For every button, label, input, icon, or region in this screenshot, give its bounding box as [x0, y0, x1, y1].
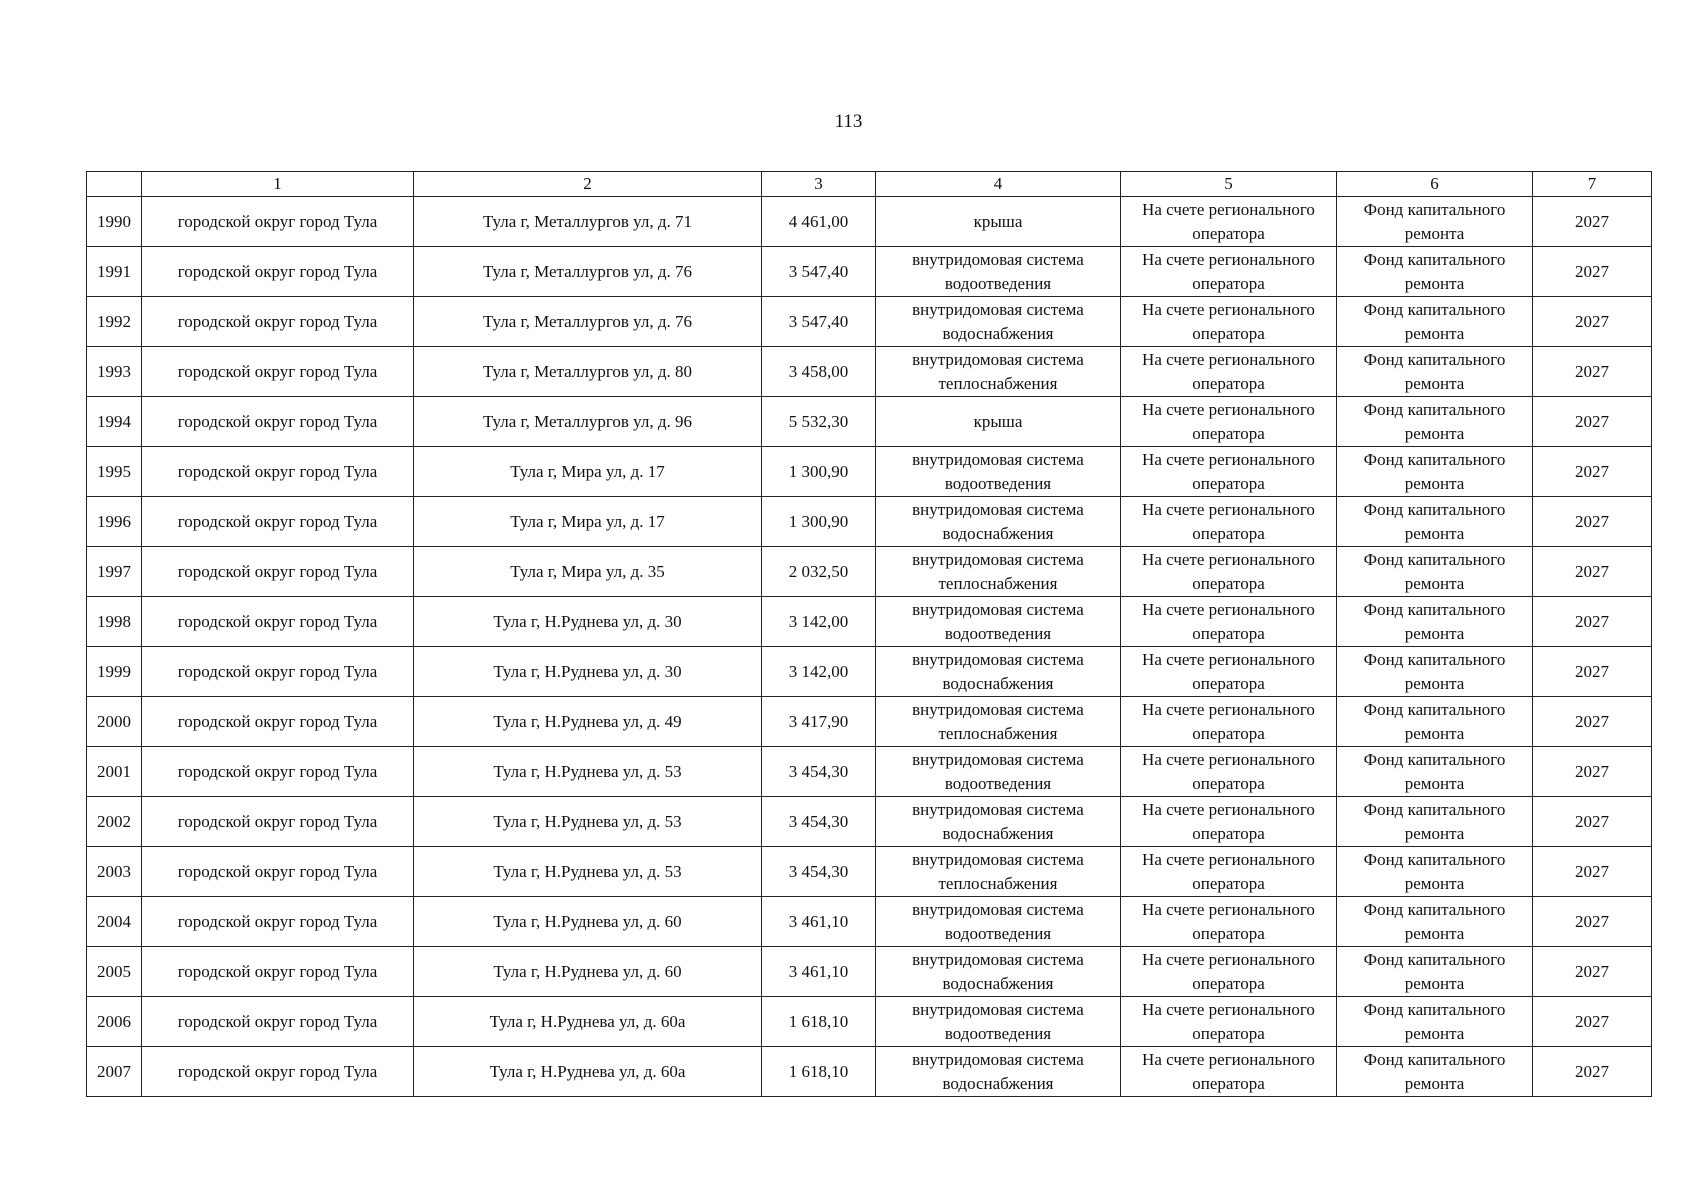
table-row	[87, 697, 1652, 747]
work-type-cell	[876, 1047, 1121, 1097]
funding-source-cell-line: ремонта	[1404, 1023, 1465, 1043]
work-type-cell	[876, 947, 1121, 997]
funding-source-cell-line: ремонта	[1404, 373, 1465, 393]
area-cell: 1 300,90	[762, 497, 876, 547]
work-type-cell	[876, 747, 1121, 797]
table-row	[87, 647, 1652, 697]
account-method-cell	[1121, 647, 1337, 697]
work-type-cell-line: внутридомовая система	[912, 949, 1084, 969]
funding-source-cell	[1337, 247, 1533, 297]
work-type-cell	[876, 997, 1121, 1047]
area-cell: 3 454,30	[762, 747, 876, 797]
funding-source-cell-line: Фонд капитального	[1363, 549, 1506, 569]
row-number-cell: 1995	[87, 447, 142, 497]
funding-source-cell-line: Фонд капитального	[1363, 799, 1506, 819]
funding-source-cell-line: Фонд капитального	[1363, 649, 1506, 669]
funding-source-cell	[1337, 447, 1533, 497]
capital-repair-table	[86, 171, 1652, 1097]
funding-source-cell-line: ремонта	[1404, 1073, 1465, 1093]
address-cell: Тула г, Металлургов ул, д. 96	[414, 397, 762, 447]
table-row	[87, 947, 1652, 997]
year-cell: 2027	[1533, 247, 1652, 297]
address-cell: Тула г, Н.Руднева ул, д. 60а	[414, 1047, 762, 1097]
area-cell: 2 032,50	[762, 547, 876, 597]
area-cell: 3 458,00	[762, 347, 876, 397]
funding-source-cell-line: Фонд капитального	[1363, 1049, 1506, 1069]
funding-source-cell-line: ремонта	[1404, 273, 1465, 293]
work-type-cell	[876, 347, 1121, 397]
address-cell: Тула г, Мира ул, д. 17	[414, 497, 762, 547]
account-method-cell	[1121, 497, 1337, 547]
address-cell: Тула г, Н.Руднева ул, д. 53	[414, 847, 762, 897]
funding-source-cell	[1337, 897, 1533, 947]
funding-source-cell-line: Фонд капитального	[1363, 599, 1506, 619]
year-cell: 2027	[1533, 497, 1652, 547]
work-type-cell	[876, 647, 1121, 697]
work-type-cell-line: внутридомовая система	[912, 249, 1084, 269]
account-method-cell-line: На счете регионального	[1142, 699, 1315, 719]
area-cell: 3 142,00	[762, 647, 876, 697]
municipality-cell: городской округ город Тула	[142, 1047, 414, 1097]
table-row	[87, 497, 1652, 547]
row-number-cell: 2006	[87, 997, 142, 1047]
year-cell: 2027	[1533, 297, 1652, 347]
account-method-cell	[1121, 797, 1337, 847]
account-method-cell	[1121, 1047, 1337, 1097]
municipality-cell: городской округ город Тула	[142, 547, 414, 597]
funding-source-cell-line: ремонта	[1404, 423, 1465, 443]
year-cell: 2027	[1533, 847, 1652, 897]
account-method-cell-line: оператора	[1192, 973, 1265, 993]
area-cell: 1 618,10	[762, 997, 876, 1047]
address-cell: Тула г, Н.Руднева ул, д. 60а	[414, 997, 762, 1047]
row-number-cell: 2003	[87, 847, 142, 897]
work-type-cell-line: внутридомовая система	[912, 849, 1084, 869]
year-cell: 2027	[1533, 797, 1652, 847]
funding-source-cell-line: ремонта	[1404, 223, 1465, 243]
account-method-cell-line: оператора	[1192, 723, 1265, 743]
work-type-cell-line: водоснабжения	[942, 323, 1054, 343]
municipality-cell: городской округ город Тула	[142, 297, 414, 347]
account-method-cell	[1121, 447, 1337, 497]
year-cell: 2027	[1533, 1047, 1652, 1097]
table-row	[87, 897, 1652, 947]
work-type-cell-line: внутридомовая система	[912, 699, 1084, 719]
area-cell: 3 461,10	[762, 897, 876, 947]
municipality-cell: городской округ город Тула	[142, 497, 414, 547]
account-method-cell-line: На счете регионального	[1142, 799, 1315, 819]
account-method-cell-line: На счете регионального	[1142, 899, 1315, 919]
header-cell-4: 4	[876, 172, 1121, 197]
address-cell: Тула г, Металлургов ул, д. 76	[414, 247, 762, 297]
account-method-cell-line: На счете регионального	[1142, 199, 1315, 219]
address-cell: Тула г, Н.Руднева ул, д. 49	[414, 697, 762, 747]
account-method-cell	[1121, 297, 1337, 347]
area-cell: 3 461,10	[762, 947, 876, 997]
account-method-cell-line: оператора	[1192, 473, 1265, 493]
area-cell: 1 618,10	[762, 1047, 876, 1097]
account-method-cell	[1121, 947, 1337, 997]
table-row	[87, 247, 1652, 297]
municipality-cell: городской округ город Тула	[142, 597, 414, 647]
account-method-cell-line: На счете регионального	[1142, 249, 1315, 269]
account-method-cell-line: оператора	[1192, 873, 1265, 893]
account-method-cell-line: оператора	[1192, 273, 1265, 293]
funding-source-cell-line: Фонд капитального	[1363, 899, 1506, 919]
row-number-cell: 2002	[87, 797, 142, 847]
table-row	[87, 597, 1652, 647]
account-method-cell	[1121, 347, 1337, 397]
work-type-cell-line: водоотведения	[944, 923, 1052, 943]
work-type-cell-line: внутридомовая система	[912, 999, 1084, 1019]
work-type-cell-line: внутридомовая система	[912, 599, 1084, 619]
table-row	[87, 1047, 1652, 1097]
header-cell-5: 5	[1121, 172, 1337, 197]
funding-source-cell	[1337, 647, 1533, 697]
funding-source-cell	[1337, 547, 1533, 597]
work-type-cell-line: внутридомовая система	[912, 749, 1084, 769]
header-cell-1: 1	[142, 172, 414, 197]
row-number-cell: 1990	[87, 197, 142, 247]
address-cell: Тула г, Металлургов ул, д. 80	[414, 347, 762, 397]
account-method-cell-line: На счете регионального	[1142, 399, 1315, 419]
work-type-cell-line: внутридомовая система	[912, 899, 1084, 919]
funding-source-cell-line: Фонд капитального	[1363, 249, 1506, 269]
year-cell: 2027	[1533, 997, 1652, 1047]
account-method-cell-line: На счете регионального	[1142, 499, 1315, 519]
work-type-cell	[876, 197, 1121, 247]
funding-source-cell	[1337, 1047, 1533, 1097]
work-type-cell	[876, 247, 1121, 297]
work-type-cell	[876, 447, 1121, 497]
table-row	[87, 997, 1652, 1047]
funding-source-cell	[1337, 397, 1533, 447]
year-cell: 2027	[1533, 547, 1652, 597]
account-method-cell	[1121, 997, 1337, 1047]
row-number-cell: 2001	[87, 747, 142, 797]
account-method-cell-line: оператора	[1192, 373, 1265, 393]
row-number-cell: 1992	[87, 297, 142, 347]
work-type-cell	[876, 297, 1121, 347]
funding-source-cell-line: Фонд капитального	[1363, 999, 1506, 1019]
header-cell-6: 6	[1337, 172, 1533, 197]
municipality-cell: городской округ город Тула	[142, 197, 414, 247]
funding-source-cell-line: ремонта	[1404, 773, 1465, 793]
account-method-cell-line: оператора	[1192, 823, 1265, 843]
funding-source-cell	[1337, 997, 1533, 1047]
work-type-cell-line: водоотведения	[944, 1023, 1052, 1043]
area-cell: 3 547,40	[762, 247, 876, 297]
page-number: 113	[834, 111, 863, 132]
municipality-cell: городской округ город Тула	[142, 747, 414, 797]
funding-source-cell-line: ремонта	[1404, 723, 1465, 743]
work-type-cell-line: крыша	[973, 211, 1023, 231]
municipality-cell: городской округ город Тула	[142, 697, 414, 747]
municipality-cell: городской округ город Тула	[142, 897, 414, 947]
account-method-cell-line: оператора	[1192, 1023, 1265, 1043]
funding-source-cell-line: ремонта	[1404, 873, 1465, 893]
municipality-cell: городской округ город Тула	[142, 947, 414, 997]
address-cell: Тула г, Н.Руднева ул, д. 30	[414, 647, 762, 697]
address-cell: Тула г, Мира ул, д. 17	[414, 447, 762, 497]
account-method-cell	[1121, 747, 1337, 797]
account-method-cell-line: оператора	[1192, 923, 1265, 943]
account-method-cell-line: На счете регионального	[1142, 599, 1315, 619]
table-row	[87, 347, 1652, 397]
work-type-cell	[876, 847, 1121, 897]
work-type-cell-line: водоотведения	[944, 473, 1052, 493]
account-method-cell-line: оператора	[1192, 623, 1265, 643]
work-type-cell	[876, 547, 1121, 597]
work-type-cell	[876, 797, 1121, 847]
work-type-cell-line: водоотведения	[944, 773, 1052, 793]
municipality-cell: городской округ город Тула	[142, 397, 414, 447]
account-method-cell	[1121, 847, 1337, 897]
work-type-cell-line: внутридомовая система	[912, 799, 1084, 819]
account-method-cell-line: оператора	[1192, 423, 1265, 443]
account-method-cell-line: На счете регионального	[1142, 749, 1315, 769]
work-type-cell-line: внутридомовая система	[912, 349, 1084, 369]
funding-source-cell	[1337, 497, 1533, 547]
row-number-cell: 1991	[87, 247, 142, 297]
funding-source-cell-line: ремонта	[1404, 473, 1465, 493]
account-method-cell-line: оператора	[1192, 523, 1265, 543]
address-cell: Тула г, Н.Руднева ул, д. 53	[414, 797, 762, 847]
year-cell: 2027	[1533, 647, 1652, 697]
funding-source-cell	[1337, 797, 1533, 847]
address-cell: Тула г, Металлургов ул, д. 71	[414, 197, 762, 247]
year-cell: 2027	[1533, 597, 1652, 647]
work-type-cell-line: внутридомовая система	[912, 1049, 1084, 1069]
funding-source-cell-line: Фонд капитального	[1363, 749, 1506, 769]
work-type-cell-line: водоснабжения	[942, 973, 1054, 993]
row-number-cell: 1997	[87, 547, 142, 597]
work-type-cell-line: крыша	[973, 411, 1023, 431]
funding-source-cell-line: ремонта	[1404, 323, 1465, 343]
work-type-cell-line: теплоснабжения	[938, 573, 1058, 593]
funding-source-cell	[1337, 297, 1533, 347]
table-row	[87, 197, 1652, 247]
year-cell: 2027	[1533, 347, 1652, 397]
year-cell: 2027	[1533, 397, 1652, 447]
area-cell: 3 454,30	[762, 847, 876, 897]
row-number-cell: 2004	[87, 897, 142, 947]
work-type-cell-line: внутридомовая система	[912, 299, 1084, 319]
funding-source-cell-line: Фонд капитального	[1363, 349, 1506, 369]
work-type-cell-line: теплоснабжения	[938, 723, 1058, 743]
municipality-cell: городской округ город Тула	[142, 847, 414, 897]
account-method-cell-line: оператора	[1192, 1073, 1265, 1093]
account-method-cell-line: На счете регионального	[1142, 349, 1315, 369]
year-cell: 2027	[1533, 197, 1652, 247]
address-cell: Тула г, Н.Руднева ул, д. 53	[414, 747, 762, 797]
header-cell-7: 7	[1533, 172, 1652, 197]
municipality-cell: городской округ город Тула	[142, 997, 414, 1047]
area-cell: 1 300,90	[762, 447, 876, 497]
funding-source-cell	[1337, 197, 1533, 247]
row-number-cell: 1996	[87, 497, 142, 547]
table-row	[87, 847, 1652, 897]
row-number-cell: 2007	[87, 1047, 142, 1097]
row-number-cell: 2005	[87, 947, 142, 997]
funding-source-cell-line: Фонд капитального	[1363, 299, 1506, 319]
work-type-cell-line: водоснабжения	[942, 823, 1054, 843]
funding-source-cell	[1337, 747, 1533, 797]
work-type-cell-line: теплоснабжения	[938, 873, 1058, 893]
area-cell: 5 532,30	[762, 397, 876, 447]
table-row	[87, 747, 1652, 797]
funding-source-cell	[1337, 847, 1533, 897]
account-method-cell	[1121, 547, 1337, 597]
funding-source-cell-line: ремонта	[1404, 923, 1465, 943]
work-type-cell-line: водоотведения	[944, 273, 1052, 293]
funding-source-cell-line: ремонта	[1404, 823, 1465, 843]
header-cell-2: 2	[414, 172, 762, 197]
account-method-cell	[1121, 697, 1337, 747]
work-type-cell-line: внутридомовая система	[912, 499, 1084, 519]
work-type-cell-line: теплоснабжения	[938, 373, 1058, 393]
account-method-cell-line: На счете регионального	[1142, 449, 1315, 469]
row-number-cell: 1999	[87, 647, 142, 697]
table-body	[87, 172, 1652, 1097]
account-method-cell-line: На счете регионального	[1142, 649, 1315, 669]
account-method-cell-line: На счете регионального	[1142, 549, 1315, 569]
table-row	[87, 297, 1652, 347]
account-method-cell	[1121, 247, 1337, 297]
funding-source-cell	[1337, 347, 1533, 397]
funding-source-cell-line: Фонд капитального	[1363, 499, 1506, 519]
work-type-cell	[876, 397, 1121, 447]
funding-source-cell-line: ремонта	[1404, 573, 1465, 593]
account-method-cell-line: На счете регионального	[1142, 999, 1315, 1019]
row-number-cell: 1998	[87, 597, 142, 647]
funding-source-cell-line: ремонта	[1404, 973, 1465, 993]
funding-source-cell-line: Фонд капитального	[1363, 399, 1506, 419]
funding-source-cell	[1337, 597, 1533, 647]
account-method-cell	[1121, 597, 1337, 647]
year-cell: 2027	[1533, 897, 1652, 947]
account-method-cell-line: На счете регионального	[1142, 849, 1315, 869]
account-method-cell-line: оператора	[1192, 573, 1265, 593]
municipality-cell: городской округ город Тула	[142, 447, 414, 497]
table-row	[87, 797, 1652, 847]
work-type-cell-line: водоснабжения	[942, 1073, 1054, 1093]
row-number-cell: 1994	[87, 397, 142, 447]
header-cell-blank	[87, 172, 142, 197]
funding-source-cell-line: Фонд капитального	[1363, 699, 1506, 719]
work-type-cell	[876, 697, 1121, 747]
account-method-cell-line: оператора	[1192, 323, 1265, 343]
account-method-cell-line: оператора	[1192, 773, 1265, 793]
work-type-cell	[876, 897, 1121, 947]
year-cell: 2027	[1533, 947, 1652, 997]
municipality-cell: городской округ город Тула	[142, 797, 414, 847]
work-type-cell	[876, 597, 1121, 647]
address-cell: Тула г, Металлургов ул, д. 76	[414, 297, 762, 347]
area-cell: 3 142,00	[762, 597, 876, 647]
area-cell: 3 417,90	[762, 697, 876, 747]
account-method-cell-line: На счете регионального	[1142, 299, 1315, 319]
account-method-cell-line: оператора	[1192, 223, 1265, 243]
area-cell: 3 454,30	[762, 797, 876, 847]
municipality-cell: городской округ город Тула	[142, 247, 414, 297]
work-type-cell	[876, 497, 1121, 547]
account-method-cell	[1121, 397, 1337, 447]
row-number-cell: 2000	[87, 697, 142, 747]
work-type-cell-line: водоотведения	[944, 623, 1052, 643]
municipality-cell: городской округ город Тула	[142, 347, 414, 397]
area-cell: 4 461,00	[762, 197, 876, 247]
funding-source-cell-line: Фонд капитального	[1363, 849, 1506, 869]
funding-source-cell-line: Фонд капитального	[1363, 449, 1506, 469]
funding-source-cell-line: Фонд капитального	[1363, 949, 1506, 969]
table-row	[87, 397, 1652, 447]
year-cell: 2027	[1533, 747, 1652, 797]
account-method-cell	[1121, 897, 1337, 947]
work-type-cell-line: внутридомовая система	[912, 449, 1084, 469]
work-type-cell-line: внутридомовая система	[912, 649, 1084, 669]
address-cell: Тула г, Н.Руднева ул, д. 30	[414, 597, 762, 647]
work-type-cell-line: водоснабжения	[942, 673, 1054, 693]
row-number-cell: 1993	[87, 347, 142, 397]
account-method-cell-line: На счете регионального	[1142, 949, 1315, 969]
funding-source-cell-line: ремонта	[1404, 523, 1465, 543]
table-row	[87, 547, 1652, 597]
funding-source-cell-line: ремонта	[1404, 623, 1465, 643]
account-method-cell-line: На счете регионального	[1142, 1049, 1315, 1069]
area-cell: 3 547,40	[762, 297, 876, 347]
year-cell: 2027	[1533, 697, 1652, 747]
work-type-cell-line: водоснабжения	[942, 523, 1054, 543]
column-number-row	[87, 172, 1652, 197]
account-method-cell-line: оператора	[1192, 673, 1265, 693]
header-cell-3: 3	[762, 172, 876, 197]
address-cell: Тула г, Н.Руднева ул, д. 60	[414, 947, 762, 997]
work-type-cell-line: внутридомовая система	[912, 549, 1084, 569]
address-cell: Тула г, Н.Руднева ул, д. 60	[414, 897, 762, 947]
funding-source-cell	[1337, 947, 1533, 997]
year-cell: 2027	[1533, 447, 1652, 497]
funding-source-cell-line: ремонта	[1404, 673, 1465, 693]
funding-source-cell-line: Фонд капитального	[1363, 199, 1506, 219]
account-method-cell	[1121, 197, 1337, 247]
municipality-cell: городской округ город Тула	[142, 647, 414, 697]
funding-source-cell	[1337, 697, 1533, 747]
address-cell: Тула г, Мира ул, д. 35	[414, 547, 762, 597]
table-row	[87, 447, 1652, 497]
